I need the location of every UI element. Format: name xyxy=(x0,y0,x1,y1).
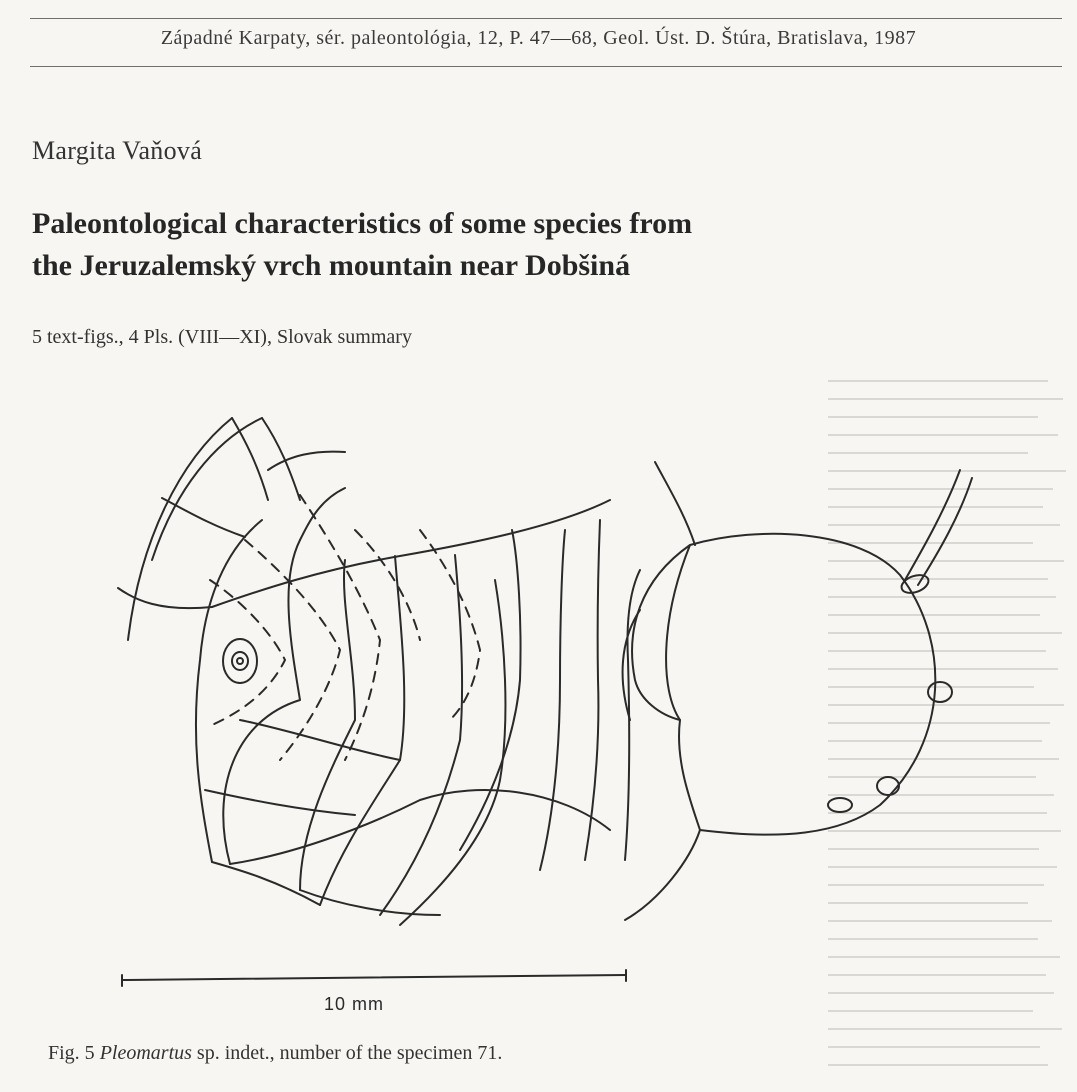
cephalon-neck-bottom xyxy=(625,830,700,920)
segment-arc-2 xyxy=(223,488,345,864)
tubercle-outer xyxy=(223,639,257,683)
segment-arc-7 xyxy=(460,530,521,850)
segment-arc-8 xyxy=(540,530,565,870)
eye-node-1 xyxy=(899,572,931,597)
eye-node-3 xyxy=(877,777,899,795)
fan-line-c xyxy=(262,418,300,500)
segment-arc-9 xyxy=(585,520,600,860)
axial-line xyxy=(212,500,610,607)
cephalon-neck-top xyxy=(655,462,695,545)
outer-fan-arc-2 xyxy=(118,588,212,608)
fan-line-b xyxy=(232,418,268,500)
segment-arc-5 xyxy=(380,555,462,915)
caption-rest: sp. indet., number of the specimen 71. xyxy=(196,1042,503,1064)
caption-taxon: Pleomartus xyxy=(99,1042,192,1064)
dashed-axial-arcs xyxy=(210,495,480,760)
segment-arc-1 xyxy=(196,520,262,862)
article-meta: 5 text-figs., 4 Pls. (VIII—XI), Slovak summary xyxy=(32,326,412,348)
journal-citation: Západné Karpaty, sér. paleontológia, 12, P. 47—68, Geol. Úst. D. Štúra, Bratislava, 1987 xyxy=(160,27,917,49)
eye-node-2 xyxy=(928,682,952,702)
dashed-arc-3 xyxy=(300,495,380,760)
lower-cross-2 xyxy=(230,790,610,864)
antenna-2 xyxy=(918,478,972,585)
dashed-arc-1 xyxy=(210,580,285,725)
article-title-line-1: Paleontological characteristics of some species from xyxy=(32,207,693,240)
dashed-arc-5 xyxy=(420,530,480,720)
article-title-line-2: the Jeruzalemský vrch mountain near Dobšiná xyxy=(32,249,631,282)
segment-arc-6 xyxy=(400,580,505,925)
fan-line-d xyxy=(268,452,345,470)
tubercle-dot xyxy=(237,658,243,664)
caption-prefix: Fig. 5 xyxy=(48,1042,95,1064)
segment-arc-3 xyxy=(300,560,355,890)
segment-arc-4 xyxy=(320,556,404,905)
lower-cross-4 xyxy=(240,720,400,760)
tubercle-inner xyxy=(232,652,248,670)
dashed-arc-4 xyxy=(355,530,420,640)
figure-caption xyxy=(48,1042,502,1065)
cephalon-outline xyxy=(666,534,935,835)
glabella-edge xyxy=(623,610,640,720)
scale-bar-label: 10 mm xyxy=(324,994,385,1014)
scale-bar xyxy=(122,975,626,980)
author-name: Margita Vaňová xyxy=(32,136,203,165)
eye-node-4 xyxy=(828,798,852,812)
lower-cross-1 xyxy=(212,862,320,905)
lower-cross-5 xyxy=(205,790,355,815)
fan-line-a xyxy=(162,498,245,537)
outer-fan-arc-1 xyxy=(152,418,262,560)
